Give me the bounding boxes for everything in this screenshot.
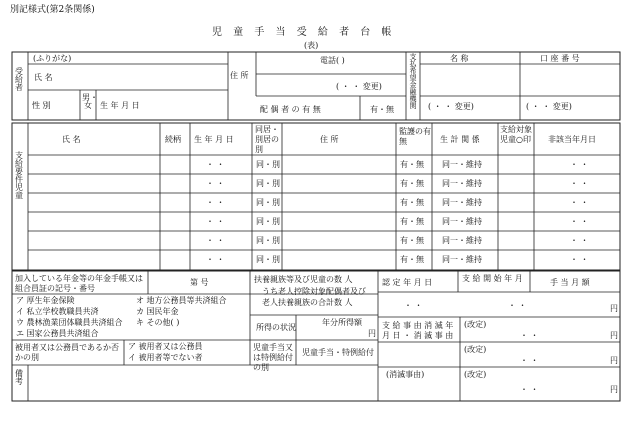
monthly-yen: 円	[610, 304, 618, 313]
child-excluded[interactable]: ・ ・	[570, 198, 589, 207]
child-birth[interactable]: ・ ・	[206, 255, 225, 264]
account-number-header: 口 座 番 号	[540, 54, 580, 63]
gender-label: 性 別	[32, 101, 51, 110]
recipient-address-label: 住 所	[230, 71, 249, 80]
child-address-header: 住 所	[320, 135, 339, 144]
spouse-value[interactable]: 有・無	[370, 105, 394, 114]
insured-option-b[interactable]: イ 被用者等でない者	[128, 353, 203, 362]
child-custody[interactable]: 有・無	[400, 160, 424, 169]
child-name-header: 氏 名	[62, 135, 81, 144]
child-birth[interactable]: ・ ・	[206, 217, 225, 226]
relation-header: 続柄	[165, 135, 181, 144]
pension-item-i: イ 私立学校教職員共済	[16, 307, 99, 316]
revision-2-yen: 円	[610, 356, 618, 365]
form-title: 児 童 手 当 受 給 者 台 帳	[212, 27, 396, 38]
payment-section-label: 支払希望金融機関	[409, 53, 417, 110]
account-change: ( ・ ・ 変更)	[526, 102, 572, 111]
extinct-reason-label: 支 給 事 由 消 滅 年 月 日 ・ 消 滅 事 由	[382, 321, 454, 340]
pension-item-ki: キ その他( )	[136, 318, 180, 327]
approval-date-label: 認 定 年 月 日	[382, 278, 433, 287]
child-livelihood[interactable]: 同一・維持	[442, 198, 482, 207]
children-section-label: 支給要件児童	[15, 151, 23, 200]
recipient-section-label: 受給者	[15, 67, 23, 92]
child-custody[interactable]: 有・無	[400, 198, 424, 207]
children-frame	[12, 123, 620, 270]
bank-change: ( ・ ・ 変更)	[428, 102, 474, 111]
child-cohab[interactable]: 同・別	[256, 236, 280, 245]
approval-date-value[interactable]: ・ ・	[404, 301, 423, 310]
child-cohab[interactable]: 同・別	[256, 255, 280, 264]
cohab-header: 同居・別居の別	[255, 125, 279, 154]
child-birth[interactable]: ・ ・	[206, 160, 225, 169]
child-custody[interactable]: 有・無	[400, 179, 424, 188]
child-custody[interactable]: 有・無	[400, 255, 424, 264]
remarks-label: 備考	[15, 369, 23, 386]
child-excluded[interactable]: ・ ・	[570, 179, 589, 188]
dependents-count: 扶養親族等及び児童の数 人	[254, 275, 353, 284]
spouse-label: 配 偶 者 の 有 無	[260, 105, 321, 114]
child-cohab[interactable]: 同・別	[256, 198, 280, 207]
dependents-elder: うち老人控除対象配偶者及び	[262, 287, 366, 296]
child-birth-header: 生 年 月 日	[194, 135, 234, 144]
form-side: (表)	[304, 41, 319, 50]
child-birth[interactable]: ・ ・	[206, 179, 225, 188]
form-label: 別記様式(第2条関係)	[10, 5, 95, 15]
pension-number: 第 号	[190, 278, 209, 287]
phone-change: ( ・ ・ 変更)	[336, 82, 382, 91]
income-status-label: 所得の状況	[256, 323, 296, 332]
eligible-header: 支給対象児童○印	[500, 125, 532, 144]
child-excluded[interactable]: ・ ・	[570, 160, 589, 169]
revision-3: (改定)	[464, 370, 487, 379]
recipient-birth-label: 生 年 月 日	[100, 101, 140, 110]
child-livelihood[interactable]: 同一・維持	[442, 236, 482, 245]
child-excluded[interactable]: ・ ・	[570, 255, 589, 264]
child-birth[interactable]: ・ ・	[206, 198, 225, 207]
monthly-amount-label: 手 当 月 額	[550, 278, 590, 287]
allowance-type-label: 児童手当又は特例給付の別	[253, 343, 293, 372]
insured-option-a[interactable]: ア 被用者又は公務員	[128, 342, 203, 351]
custody-header: 監護の有 無	[399, 127, 431, 146]
revision-2: (改定)	[464, 345, 487, 354]
annual-income-label: 年分所得額	[322, 318, 362, 327]
child-livelihood[interactable]: 同一・維持	[442, 255, 482, 264]
child-livelihood[interactable]: 同一・維持	[442, 179, 482, 188]
insured-question: 被用者又は公務員であるか否かの別	[15, 343, 119, 362]
revision-1-date[interactable]: ・ ・	[520, 331, 539, 340]
child-livelihood[interactable]: 同一・維持	[442, 217, 482, 226]
extinct-reason-box: (消滅事由)	[386, 370, 425, 379]
recipient-name-label: 氏 名	[34, 73, 53, 82]
pension-item-ka: カ 国民年金	[136, 307, 179, 316]
child-cohab[interactable]: 同・別	[256, 160, 280, 169]
child-excluded[interactable]: ・ ・	[570, 217, 589, 226]
allowance-type-value[interactable]: 児童手当・特例給付	[302, 348, 374, 357]
livelihood-header: 生 計 関 係	[440, 135, 480, 144]
pension-header: 加入している年金等の年金手帳又は組合員証の記号・番号	[15, 274, 143, 293]
child-livelihood[interactable]: 同一・維持	[442, 160, 482, 169]
payment-start-label: 支 給 開 始 年 月	[462, 274, 523, 283]
revision-1: (改定)	[464, 320, 487, 329]
revision-2-date[interactable]: ・ ・	[520, 356, 539, 365]
child-excluded[interactable]: ・ ・	[570, 236, 589, 245]
pension-item-o: オ 地方公務員等共済組合	[136, 296, 227, 305]
furigana-label: (ふりがな)	[33, 54, 72, 63]
revision-1-yen: 円	[610, 331, 618, 340]
child-custody[interactable]: 有・無	[400, 236, 424, 245]
pension-item-u: ウ 農林漁業団体職員共済組合	[16, 318, 123, 327]
dependents-elder-total: 老人扶養親族の合計数 人	[262, 298, 353, 307]
child-custody[interactable]: 有・無	[400, 217, 424, 226]
income-yen: 円	[368, 329, 376, 338]
child-birth[interactable]: ・ ・	[206, 236, 225, 245]
child-cohab[interactable]: 同・別	[256, 179, 280, 188]
excluded-date-header: 非該当年月日	[548, 135, 596, 144]
child-cohab[interactable]: 同・別	[256, 217, 280, 226]
start-date-value[interactable]: ・ ・	[508, 301, 527, 310]
phone-label: 電話( )	[320, 56, 345, 65]
pension-item-a: ア 厚生年金保険	[16, 296, 75, 305]
bank-name-header: 名 称	[450, 54, 469, 63]
revision-3-yen: 円	[610, 385, 618, 394]
gender-options[interactable]: 男・女	[82, 93, 98, 110]
pension-item-e: エ 国家公務員共済組合	[16, 329, 99, 338]
revision-3-date[interactable]: ・ ・	[520, 385, 539, 394]
